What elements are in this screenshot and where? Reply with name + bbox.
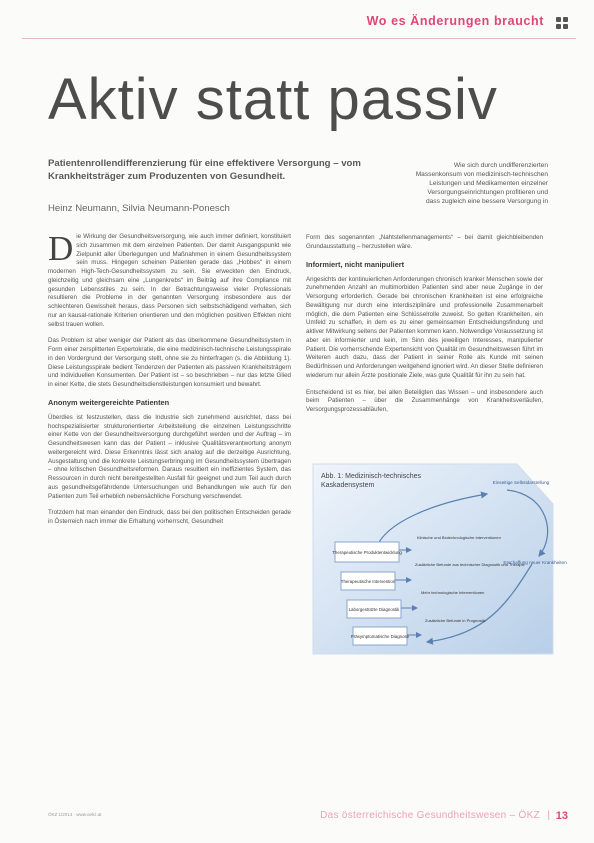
section-heading: Informiert, nicht manipuliert [306, 259, 405, 269]
stair-box [351, 627, 410, 645]
paragraph: Entscheidend ist es hier, bei allen Beteiligten das Wissen – und insbesondere auch beim Patienten – über die Zusammenhänge von Krankheitsverläufen, Versorgungsprozessabläufen, [306, 388, 543, 413]
header-rule [22, 38, 576, 39]
outer-label: Einseitige Selbstdarstellung [492, 480, 550, 485]
stair-box [347, 600, 401, 618]
footer-separator: | [547, 810, 550, 821]
intro-teaser: Wie sich durch undifferenzierten Massenkonsum von medizinisch-technischen Leistungen und Medikamenten einzelner Versorgungseinrichtungen profitieren und dass zugleich eine bessere Versorgung in [415, 162, 548, 205]
paragraph: Überdies ist festzustellen, dass die Industrie sich zunehmend ausrichtet, dass bei hochspezialisierter strukturorientierter Arbeitsteilung die einzelnen Leistungsschritte einer Kette von der Gesundheitsversorgung durchgeführt werden und der Auftrag – im Gesundheitswesen kann das der Patient – inklusive Qualitätsverantwortung anonym weitergereicht wird. Diese Erkenntnis lässt sich analog auf die derzeitige Ausrichtung, Ausgestaltung und die konkrete Leistungserbringung im Gesundheitssystem übertragen – ohne kritischen Gesundheitsreformen. Daraus resultiert ein ineffizientes System, das Ressourcen in durch nicht bereitgestellten Ausfall für geeignet und zum Teil auch durch aus gesundheitsgefährdende Untersuchungen und Behandlungen wie auch für den Patienten zum Teil erheblich nebensächliche Forschung verschwendet. [48, 413, 291, 500]
outer-label: Erschaffung neuer Krankheiten [503, 560, 567, 565]
stair-box [332, 542, 402, 562]
paragraph: Das Problem ist aber weniger der Patient als das überkommene Gesundheitssystem in Form einer zersplitterten Expertokratie, die eine medizinisch-technische Leistungsspirale in den Vordergrund der Versorgung stellt, ohne sie zu hinterfragen (s. die Abbildung 1). Diese Leistungsspirale bedient Tendenzen der Patienten als passiven Krankheitsträgern und individuellen Konsumenten. Der Patient ist – so beschrieben – nur das letzte Glied in einer Kette, die stets Gesundheitsdienstleistungen konsumiert und bewahrt. [48, 337, 291, 388]
paragraph: Angesichts der kontinuierlichen Anforderungen chronisch kranker Menschen sowie der zunehmenden Anzahl an multimorbiden Patienten sind aber neue Zugänge in der Versorgung erforderlich. Gerade bei chronischen Krankheiten ist eine erfolgreiche Bewältigung nur durch eine interdisziplinäre und professionelle Zusammenarbeit möglich, die dem Patienten eine Schlüsselrolle zuweist. So gelten Krankheiten, ein Umfeld zu schaffen, in dem es zu einer gemeinsamen Entscheidungsfindung und aktiver Mitwirkung seitens der Patienten kommen kann. Notwendige Voraussetzung ist aber ein informierter und kein, im Sinn des jeweiligen Interesses, manipulierter Patient. Die vorherrschende Expertensicht von Qualität im Gesundheitswesen führt im Weiteren auch dazu, dass der Patient in seiner Rolle als Kunde mit seinen Bedürfnissen und Anforderungen weitgehend ignoriert wird. An dieser Stelle definieren wiederum nur allein Ärzte positionale Ziele, was gute Qualität für ihn zu sein hat. [306, 275, 543, 379]
paragraph: Die Wirkung der Gesundheitsversorgung, wie auch immer definiert, konstituiert sich zusammen mit dem einzelnen Patienten. Der damit Ausgangspunkt wie Zielpunkt aller Überlegungen und Maßnahmen in einem Gesundheitssystem sein muss. Hingegen scheinen Patienten gerade das „Hobbes“ in einem modernen High-Tech-Gesundheitssystem zu sein. Sie erweckten den Eindruck, gleichzeitig und gleichsam eine „Lungenkrebs“ im Beiträg auf ihre Compliance mit gesunden Lebensstiles zu sein. In der Betrachtungsweise vieler Professionals resultieren die Probleme in der genannten Versorgung insbesondere aus der schlechteren Gewissheit heraus, dass Personen sich selbstschädigend verhalten, sich nur an kausal-rationale Kriterien orientieren und den möglichen positiven Effekten nicht selbst trauen wollen. [48, 229, 291, 328]
svg-text:Therapeutische Produktentwickl: Therapeutische Produktentwicklung [332, 550, 402, 555]
article-subtitle: Patientenrollendifferenzierung für eine effektivere Versorgung – vom Krankheitsträger zum Produzenten von Gesundheit. [48, 158, 361, 182]
stair-annotation: Klinische und Biotechnologische Interventionen [417, 535, 501, 540]
right-column [306, 234, 543, 423]
page-number: 13 [555, 810, 568, 822]
section-header: Wo es Änderungen braucht [366, 14, 544, 28]
stair-annotation: Zusätzliche Befunde aus technischer Diagnostik und Therapie [415, 562, 525, 567]
footer-left: ÖKZ 1/2014 · www.oekz.at [48, 812, 102, 817]
section-heading: Anonym weitergereichte Patienten [48, 397, 170, 407]
article-title: Aktiv statt passiv [48, 67, 498, 132]
article-authors: Heinz Neumann, Silvia Neumann-Ponesch [48, 203, 230, 214]
stair-annotation: Mehr technologische Interventionen [421, 590, 485, 595]
grid-dots-icon [556, 17, 568, 29]
cascade-figure [307, 464, 567, 660]
svg-text:Therapeutische Intervention: Therapeutische Intervention [340, 579, 396, 584]
paragraph: Form des sogenannten „Nahtstellenmanagements“ – bei damit gleichbleibenden Grundausstattung – herzustellen wäre. [306, 234, 543, 250]
figure-caption: Abb. 1: Medizinisch-technisches [321, 473, 421, 480]
footer-publication: Das österreichische Gesundheitswesen – ÖKZ [320, 810, 540, 821]
svg-text:Laborgestützte Diagnostik: Laborgestützte Diagnostik [348, 607, 400, 612]
svg-text:Präsymptomatische Diagnose: Präsymptomatische Diagnose [350, 634, 410, 639]
stair-annotation: Zusätzliche Befunde in Prognostik [425, 618, 486, 623]
left-column [48, 229, 291, 535]
drop-cap: D [48, 229, 74, 268]
figure-caption: Kaskadensystem [321, 482, 375, 489]
stair-box [341, 572, 396, 590]
paragraph: Trotzdem hat man einander den Eindruck, dass bei den politischen Entscheiden gerade in Österreich nach immer die Erhaltung vorherrscht, Gesundheit [48, 509, 291, 525]
